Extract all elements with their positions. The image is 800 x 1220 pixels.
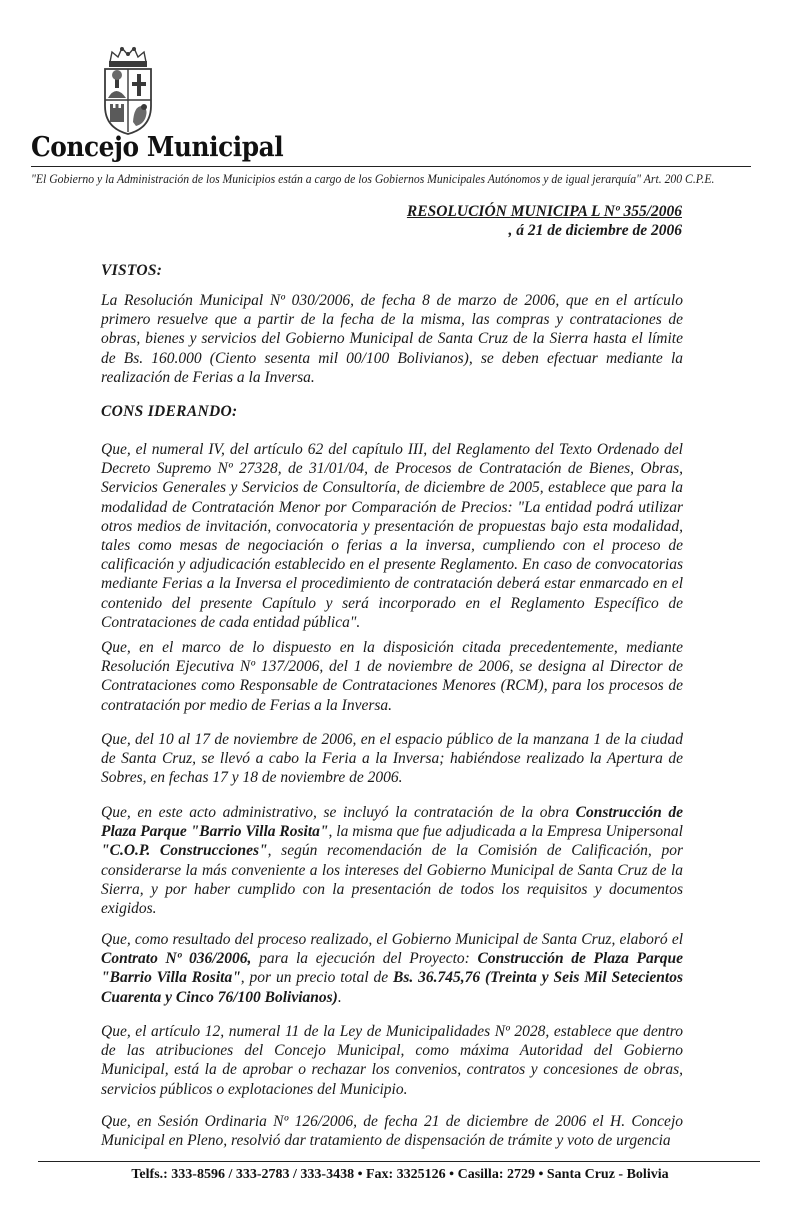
footer-divider: [38, 1161, 760, 1162]
paragraph-considerando-4: Que, en este acto administrativo, se incluyó la contratación de la obra Construcción de Plaza Parque "Barrio Villa Rosita", la misma que fue adjudicada a la Empresa Unipersonal "C.O.P. Construcciones", según recomendación de la Comisión de Calificación, por considerarse la más conveniente a los intereses del Gobierno Municipal de Santa Cruz de la Sierra, y por haber cumplido con la presentación de todos los requisitos y documentos exigidos.: [101, 804, 683, 918]
header-divider: [31, 166, 751, 167]
contract-amount: Bs. 36.745,76 (Treinta y Seis Mil Setecientos Cuarenta y Cinco 76/100 Bolivianos): [101, 969, 683, 1006]
paragraph-considerando-5: Que, como resultado del proceso realizado, el Gobierno Municipal de Santa Cruz, elaboró el Contrato Nº 036/2006, para la ejecución del Proyecto: Construcción de Plaza Parque "Barrio Villa Rosita", por un precio total de Bs. 36.745,76 (Treinta y Seis Mil Setecientos Cuarenta y Cinco 76/100 Bolivianos).: [101, 931, 683, 1006]
footer-contact: Telfs.: 333-8596 / 333-2783 / 333-3438 • Fax: 3325126 • Casilla: 2729 • Santa Cruz - Bolivia: [131, 1167, 669, 1182]
paragraph-considerando-1: Que, el numeral IV, del artículo 62 del capítulo III, del Reglamento del Texto Ordenado del Decreto Supremo Nº 27328, de 31/01/04, de Procesos de Contratación de Bienes, Obras, Servicios Generales y Servicios de Consultoría, de diciembre de 2005, establece que para la modalidad de Contratación Menor por Comparación de Precios: "La entidad podrá utilizar otros medios de invitación, convocatoria y presentación de propuestas bajo esta modalidad, tales como mesas de negociación o ferias a la inversa, cumpliendo con el proceso de calificación y adjudicación establecido en el presente Reglamento. En caso de convocatorias mediante Ferias a la Inversa el procedimiento de contratación deberá estar enmarcado en el contenido del presente Capítulo y será incorporado en el Reglamento Específico de Contrataciones de cada entidad pública".: [101, 441, 683, 631]
paragraph-considerando-7: Que, en Sesión Ordinaria Nº 126/2006, de fecha 21 de diciembre de 2006 el H. Concejo Municipal en Pleno, resolvió dar tratamiento de dispensación de trámite y voto de urgencia: [101, 1113, 683, 1150]
paragraph-considerando-6: Que, el artículo 12, numeral 11 de la Ley de Municipalidades Nº 2028, establece que dentro de las atribuciones del Concejo Municipal, como máxima Autoridad del Gobierno Municipal, está la de aprobar o rechazar los convenios, contratos y concesiones de obras, servicios públicos o explotaciones del Municipio.: [101, 1023, 683, 1098]
paragraph-vistos: La Resolución Municipal Nº 030/2006, de fecha 8 de marzo de 2006, que en el artículo primero resuelve que a partir de la fecha de la misma, las compras y contrataciones de obras, bienes y servicios del Gobierno Municipal de Santa Cruz de la Sierra hasta el límite de Bs. 160.000 (Ciento sesenta mil 00/100 Bolivianos), se deben efectuar mediante la realización de Ferias a la Inversa.: [101, 292, 683, 386]
project-name-2: Construcción de Plaza Parque "Barrio Villa Rosita": [101, 950, 683, 987]
paragraph-considerando-2: Que, en el marco de lo dispuesto en la disposición citada precedentemente, mediante Resolución Ejecutiva Nº 137/2006, del 1 de noviembre de 2006, se designa al Director de Contrataciones como Responsable de Contrataciones Menores (RCM), para los procesos de contratación por medio de Ferias a la Inversa.: [101, 639, 683, 714]
organization-name: Concejo Municipal: [31, 132, 284, 163]
project-name: Construcción de Plaza Parque "Barrio Villa Rosita": [101, 804, 683, 841]
resolution-date: , á 21 de diciembre de 2006: [508, 222, 682, 239]
paragraph-considerando-3: Que, del 10 al 17 de noviembre de 2006, en el espacio público de la manzana 1 de la ciudad de Santa Cruz, se llevó a cabo la Feria a la Inversa; habiéndose realizado la Apertura de Sobres, en fechas 17 y 18 de noviembre de 2006.: [101, 731, 683, 787]
company-name: "C.O.P. Construcciones": [101, 842, 268, 860]
contract-number: Contrato Nº 036/2006,: [101, 950, 252, 968]
section-vistos: VISTOS:: [101, 262, 163, 279]
section-considerando: CONS IDERANDO:: [101, 403, 238, 420]
header-motto: "El Gobierno y la Administración de los Municipios están a cargo de los Gobiernos Municipales Autónomos y de igual jerarquía" Art. 200 C.P.E.: [31, 171, 715, 186]
coat-of-arms-icon: [100, 44, 156, 136]
resolution-title: RESOLUCIÓN MUNICIPA L Nº 355/2006: [406, 203, 682, 220]
